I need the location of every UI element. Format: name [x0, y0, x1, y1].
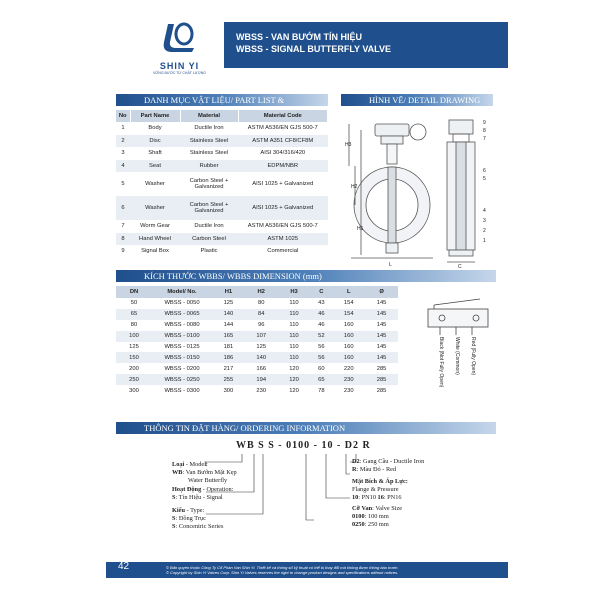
- callout-4: 4: [483, 208, 486, 214]
- dim-header-l: L: [332, 286, 365, 298]
- order-operation-block: Hoạt Động - Operation: S: Tín Hiệu - Signal: [172, 486, 234, 501]
- dim-header-h2: H2: [245, 286, 278, 298]
- dim-label-h1: H1: [357, 226, 364, 232]
- table-row: 2 Disc Stainless Steel ASTM A351 CF8/CF8M: [116, 135, 328, 148]
- table-row: 250 WBSS - 0250 255 194 120 65 230 285: [116, 374, 398, 385]
- dim-header-model: Model/ No.: [152, 286, 212, 298]
- wire-white-label: White (Common): [454, 337, 460, 375]
- order-kind-label: Kiểu: [172, 507, 185, 514]
- table-row: 4 Seat Rubber EDPM/NBR: [116, 160, 328, 173]
- brand-tagline: VỮNG BƯỚC TỪ CHẤT LƯỢNG: [152, 71, 207, 75]
- dimension-table: [116, 286, 398, 396]
- dim-header-h1: H1: [212, 286, 245, 298]
- dim-label-c: C: [458, 264, 462, 270]
- dim-header-dn: DN: [116, 286, 152, 298]
- dim-header-h3: H3: [278, 286, 311, 298]
- table-row: 7 Worm Gear Ductile Iron ASTM A536/EN GJS 500-7: [121, 223, 318, 229]
- wire-black-label: Black (Not Fully Open): [438, 337, 444, 388]
- order-material-block: D2: Gang Cầu - Ductile Iron R: Màu Đỏ - Red: [352, 458, 425, 473]
- callout-9: 9: [483, 120, 486, 126]
- order-code: WB S S - 0100 - 10 - D2 R: [236, 440, 371, 451]
- brand-name: SHIN YI: [159, 61, 200, 71]
- callout-7: 7: [483, 136, 486, 142]
- dim-label-l: L: [389, 262, 392, 268]
- order-type-block: Loại - Model: WB: Van Bướm Mặt Kẹp Water Butterfly: [172, 461, 237, 484]
- footer-copyright-vn: © Bản quyền thuộc Công Ty Cổ Phần Van Shin Yi. Thiết kế và thông số kỹ thuật có thể bị thay đổi mà không được thông báo trước.: [166, 565, 399, 570]
- parts-table: [116, 110, 328, 258]
- table-row: 65 WBSS - 0065 140 84 110 46 154 145: [116, 309, 398, 320]
- table-row: 3 Shaft Stainless Steel AISI 304/316/420: [121, 150, 306, 156]
- order-kind-block: Kiểu - Type: S: Đồng Trục S: Concentric Series: [172, 507, 224, 530]
- section-header-ordering: THÔNG TIN ĐẶT HÀNG/ ORDERING INFORMATION: [116, 422, 496, 434]
- table-row: 5 Washer Carbon Steel + Galvanized AISI 1025 + Galvanized: [121, 177, 314, 190]
- dim-header-diameter: Ø: [365, 286, 398, 298]
- table-row: 6 Washer Carbon Steel + Galvanized AISI 1025 + Galvanized: [116, 196, 328, 220]
- table-row: 8 Hand Wheel Carbon Steel ASTM 1025: [116, 233, 328, 246]
- callout-6: 6: [483, 168, 486, 174]
- callout-3: 3: [483, 218, 486, 224]
- page-footer: [106, 562, 508, 578]
- dim-label-h3: H3: [345, 142, 352, 148]
- table-row: 300 WBSS - 0300 300 230 120 78 230 285: [129, 387, 387, 394]
- wire-red-label: Red (Fully Open): [470, 337, 476, 376]
- footer-copyright-en: © Copyright by Shin Yi Valves Corp. Shin Yi Valves reserves the right to change product designs and specifications without notices.: [166, 570, 399, 575]
- dim-label-h2: H2: [351, 184, 358, 190]
- table-row: 9 Signal Box Plastic Commercial: [121, 248, 299, 254]
- section-header-drawing: HÌNH VẼ/ DETAIL DRAWING: [341, 94, 493, 106]
- order-pressure-block: Mặt Bích & Áp Lực: Flange & Pressure 10: PN10 16: PN16: [352, 478, 408, 501]
- callout-5: 5: [483, 176, 486, 182]
- callout-1: 1: [483, 238, 486, 244]
- section-header-dimension: KÍCH THƯỚC WBBS/ WBBS DIMENSION (mm): [116, 270, 496, 282]
- limit-switch-drawing: [420, 295, 510, 405]
- shinyi-logo-icon: [160, 20, 200, 56]
- title-banner: [224, 22, 508, 68]
- order-type-label: Loại: [172, 461, 185, 468]
- callout-8: 8: [483, 128, 486, 134]
- table-row: 50 WBSS - 0050 125 80 110 43 154 145: [130, 300, 387, 307]
- parts-header-name: Part Name: [130, 110, 180, 122]
- table-row: 150 WBSS - 0150 186 140 110 56 160 145: [116, 352, 398, 363]
- table-row: 125 WBSS - 0125 181 125 110 56 160 145: [129, 344, 387, 350]
- title-en: WBSS - SIGNAL BUTTERFLY VALVE: [236, 44, 392, 54]
- table-row: 100 WBSS - 0100 165 107 110 52 160 145: [116, 331, 398, 342]
- title-vn: WBSS - VAN BƯỚM TÍN HIỆU: [236, 32, 362, 42]
- table-row: 80 WBSS - 0080 144 96 110 46 160 145: [130, 322, 387, 329]
- brand-logo: [142, 20, 217, 78]
- section-header-parts: DANH MỤC VẬT LIỆU/ PART LIST &: [116, 94, 328, 106]
- order-size-block: Cỡ Van: Valve Size 0100: 100 mm 0250: 250 mm: [352, 505, 403, 528]
- table-row: 200 WBSS - 0200 217 166 120 60 220 285: [129, 365, 387, 372]
- parts-header-no: No: [116, 110, 130, 122]
- parts-header-code: Material Code: [238, 110, 328, 122]
- callout-2: 2: [483, 228, 486, 234]
- valve-detail-drawing: [341, 110, 496, 270]
- dim-header-c: C: [310, 286, 332, 298]
- parts-header-material: Material: [180, 110, 238, 122]
- table-row: 1 Body Ductile Iron ASTM A536/EN GJS 500-7: [121, 125, 318, 131]
- order-op-label: Hoạt Động: [172, 486, 202, 493]
- page-number: 42: [118, 561, 130, 572]
